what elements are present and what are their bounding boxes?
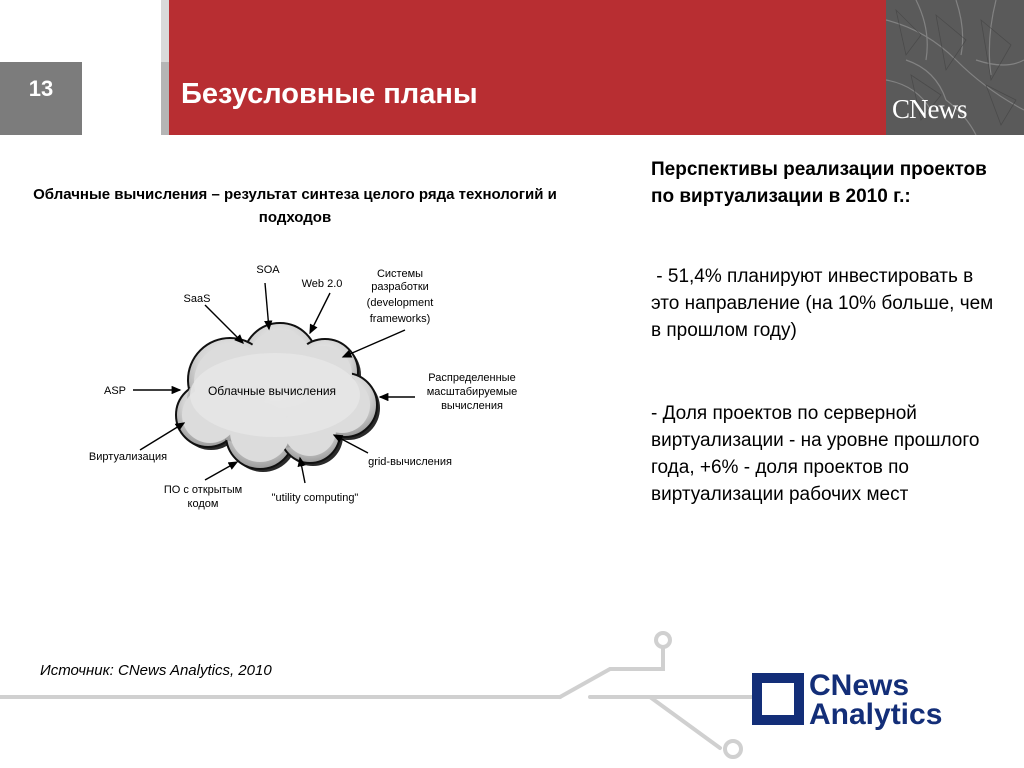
label-dev-4: frameworks): [369, 313, 431, 325]
header-separator-lower: [161, 62, 169, 135]
cloud-diagram: [60, 255, 560, 520]
header-separator: [161, 0, 169, 62]
label-web20: Web 2.0: [301, 278, 343, 290]
logo-line-2: Analytics: [809, 698, 943, 731]
arrow-dev: [343, 330, 405, 357]
header-band: [169, 0, 886, 135]
label-po-2: кодом: [187, 498, 219, 510]
arrow-po: [205, 462, 237, 480]
right-point-2: - Доля проектов по серверной виртуализации - на уровне прошлого года, +6% - доля проектов по виртуализации рабочих мест: [651, 403, 980, 505]
label-soa: SOA: [256, 264, 280, 276]
label-grid: grid-вычисления: [368, 456, 452, 468]
slide-number: 13: [28, 76, 54, 101]
arrow-virt: [140, 423, 184, 450]
right-heading: Перспективы реализации проектов по виртуализации в 2010 г.:: [651, 159, 987, 207]
label-saas: SaaS: [183, 293, 211, 305]
arrow-saas: [205, 305, 243, 343]
logo-line-1: CNews: [809, 669, 910, 702]
label-po-1: ПО с открытым: [163, 484, 243, 496]
label-utility: "utility computing": [271, 492, 359, 504]
arrow-web20: [310, 293, 330, 333]
label-dev-1: Системы: [376, 268, 424, 280]
cnews-header-logo: CNews: [892, 94, 967, 124]
cloud-center-label: Облачные вычисления: [207, 384, 337, 398]
label-dev-3: (development: [366, 297, 434, 309]
label-dist-2: масштабируемые: [426, 386, 518, 398]
arrow-soa: [265, 283, 269, 329]
cnews-analytics-logo-text: [809, 671, 942, 729]
source-note: Источник: CNews Analytics, 2010: [40, 662, 272, 679]
diagram-heading: Облачные вычисления – результат синтеза целого ряда технологий и подходов: [33, 186, 557, 226]
slide-title: Безусловные планы: [181, 78, 478, 110]
right-point-1: - 51,4% планируют инвестировать в это направление (на 10% больше, чем в прошлом году): [651, 266, 999, 341]
label-dev-2: разработки: [371, 281, 429, 293]
label-virt: Виртуализация: [88, 451, 168, 463]
logo-mark-inner: [762, 683, 794, 715]
label-asp: ASP: [103, 385, 127, 397]
label-dist-1: Распределенные: [428, 372, 516, 384]
label-dist-3: вычисления: [441, 400, 503, 412]
